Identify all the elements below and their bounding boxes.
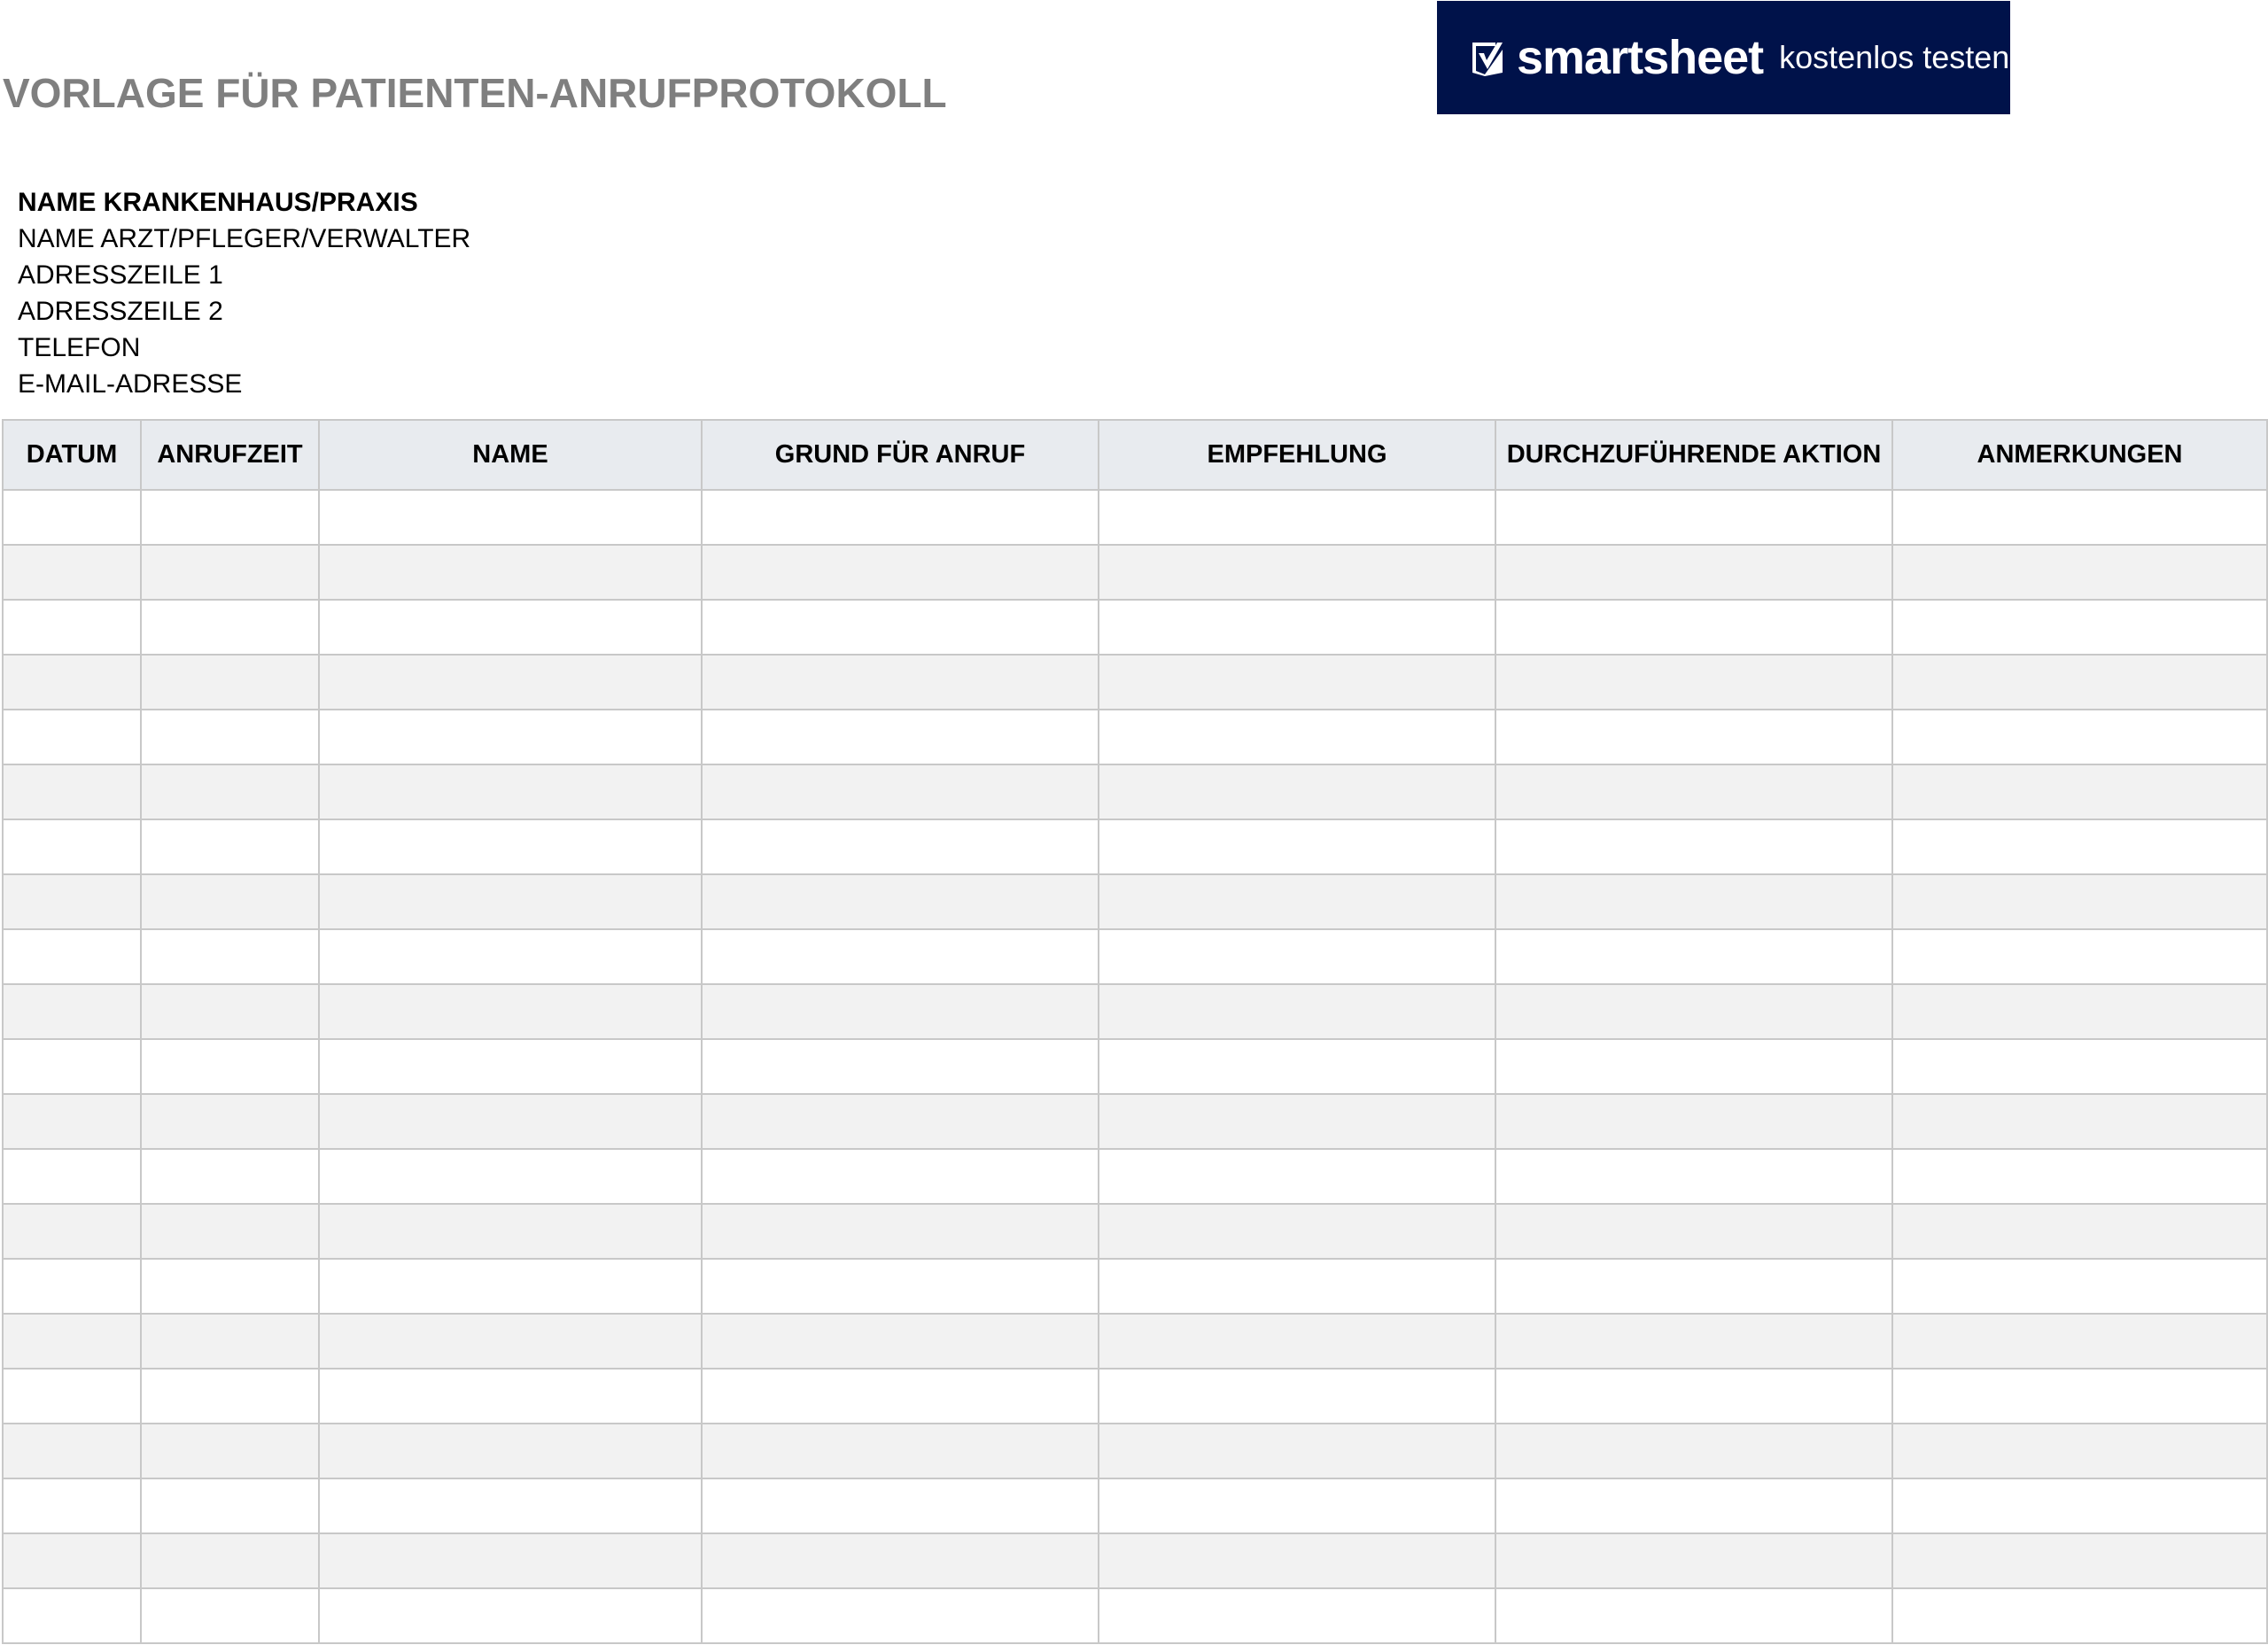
date-cell[interactable] [3, 984, 141, 1039]
staff-name: NAME ARZT/PFLEGER/VERWALTER [18, 224, 471, 253]
name-cell[interactable] [319, 984, 702, 1039]
organization-info [18, 184, 470, 402]
call-time-cell[interactable] [141, 1369, 319, 1424]
date-cell[interactable] [3, 655, 141, 710]
recommendation-cell[interactable] [1099, 1149, 1495, 1204]
recommendation-cell[interactable] [1099, 1588, 1495, 1643]
call-time-cell[interactable] [141, 1424, 319, 1478]
notes-cell[interactable] [1892, 710, 2267, 764]
call-time-cell[interactable] [141, 1259, 319, 1314]
call-time-cell[interactable] [141, 1204, 319, 1259]
action-cell[interactable] [1495, 1039, 1892, 1094]
call-time-cell[interactable] [141, 600, 319, 655]
call-time-cell[interactable] [141, 1094, 319, 1149]
reason-cell[interactable] [702, 490, 1099, 545]
reason-cell[interactable] [702, 874, 1099, 929]
action-cell[interactable] [1495, 1478, 1892, 1533]
date-cell[interactable] [3, 1149, 141, 1204]
name-cell[interactable] [319, 1094, 702, 1149]
name-cell[interactable] [319, 1259, 702, 1314]
recommendation-cell[interactable] [1099, 984, 1495, 1039]
table-row [3, 1424, 2267, 1478]
notes-cell[interactable] [1892, 764, 2267, 819]
recommendation-cell[interactable] [1099, 764, 1495, 819]
column-header-date: DATUM [3, 420, 141, 490]
name-cell[interactable] [319, 1588, 702, 1643]
call-time-cell[interactable] [141, 874, 319, 929]
action-cell[interactable] [1495, 984, 1892, 1039]
recommendation-cell[interactable] [1099, 600, 1495, 655]
notes-cell[interactable] [1892, 1259, 2267, 1314]
reason-cell[interactable] [702, 1424, 1099, 1478]
recommendation-cell[interactable] [1099, 819, 1495, 874]
call-log-table [2, 419, 2268, 1644]
table-row [3, 929, 2267, 984]
action-cell[interactable] [1495, 1369, 1892, 1424]
notes-cell[interactable] [1892, 984, 2267, 1039]
phone: TELEFON [18, 333, 141, 362]
call-time-cell[interactable] [141, 1478, 319, 1533]
name-cell[interactable] [319, 929, 702, 984]
column-header-notes: ANMERKUNGEN [1892, 420, 2267, 490]
action-cell[interactable] [1495, 874, 1892, 929]
call-time-cell[interactable] [141, 1149, 319, 1204]
notes-cell[interactable] [1892, 1094, 2267, 1149]
call-time-cell[interactable] [141, 819, 319, 874]
action-cell[interactable] [1495, 1533, 1892, 1588]
page-title: VORLAGE FÜR PATIENTEN-ANRUFPROTOKOLL [3, 70, 947, 116]
reason-cell[interactable] [702, 764, 1099, 819]
column-header-name: NAME [319, 420, 702, 490]
address-line-2: ADRESSZEILE 2 [18, 297, 223, 326]
table-row [3, 1149, 2267, 1204]
name-cell[interactable] [319, 600, 702, 655]
date-cell[interactable] [3, 1204, 141, 1259]
action-cell[interactable] [1495, 545, 1892, 600]
date-cell[interactable] [3, 545, 141, 600]
action-cell[interactable] [1495, 490, 1892, 545]
column-header-action: DURCHZUFÜHRENDE AKTION [1495, 420, 1892, 490]
action-cell[interactable] [1495, 600, 1892, 655]
reason-cell[interactable] [702, 545, 1099, 600]
table-row [3, 1369, 2267, 1424]
table-row [3, 710, 2267, 764]
table-row [3, 1204, 2267, 1259]
reason-cell[interactable] [702, 819, 1099, 874]
date-cell[interactable] [3, 490, 141, 545]
reason-cell[interactable] [702, 1149, 1099, 1204]
column-header-recommendation: EMPFEHLUNG [1099, 420, 1495, 490]
recommendation-cell[interactable] [1099, 710, 1495, 764]
notes-cell[interactable] [1892, 929, 2267, 984]
table-row [3, 1259, 2267, 1314]
notes-cell[interactable] [1892, 1533, 2267, 1588]
date-cell[interactable] [3, 600, 141, 655]
recommendation-cell[interactable] [1099, 545, 1495, 600]
table-header-row [3, 420, 2267, 490]
recommendation-cell[interactable] [1099, 1533, 1495, 1588]
reason-cell[interactable] [702, 1204, 1099, 1259]
table-row [3, 764, 2267, 819]
call-time-cell[interactable] [141, 710, 319, 764]
notes-cell[interactable] [1892, 1149, 2267, 1204]
date-cell[interactable] [3, 1094, 141, 1149]
table-body [3, 490, 2267, 1643]
date-cell[interactable] [3, 1369, 141, 1424]
call-time-cell[interactable] [141, 929, 319, 984]
action-cell[interactable] [1495, 710, 1892, 764]
notes-cell[interactable] [1892, 1039, 2267, 1094]
action-cell[interactable] [1495, 1149, 1892, 1204]
recommendation-cell[interactable] [1099, 929, 1495, 984]
reason-cell[interactable] [702, 929, 1099, 984]
call-time-cell[interactable] [141, 1588, 319, 1643]
name-cell[interactable] [319, 764, 702, 819]
reason-cell[interactable] [702, 1259, 1099, 1314]
call-time-cell[interactable] [141, 490, 319, 545]
address-line-1: ADRESSZEILE 1 [18, 260, 223, 290]
table-row [3, 1588, 2267, 1643]
notes-cell[interactable] [1892, 655, 2267, 710]
call-time-cell[interactable] [141, 984, 319, 1039]
table-row [3, 655, 2267, 710]
reason-cell[interactable] [702, 710, 1099, 764]
name-cell[interactable] [319, 1424, 702, 1478]
notes-cell[interactable] [1892, 1424, 2267, 1478]
banner-cta: kostenlos testen [1779, 39, 2010, 75]
table-row [3, 819, 2267, 874]
name-cell[interactable] [319, 819, 702, 874]
date-cell[interactable] [3, 710, 141, 764]
action-cell[interactable] [1495, 1314, 1892, 1369]
date-cell[interactable] [3, 1478, 141, 1533]
action-cell[interactable] [1495, 929, 1892, 984]
notes-cell[interactable] [1892, 600, 2267, 655]
notes-cell[interactable] [1892, 1314, 2267, 1369]
table-row [3, 1533, 2267, 1588]
table-row [3, 874, 2267, 929]
notes-cell[interactable] [1892, 1588, 2267, 1643]
reason-cell[interactable] [702, 1533, 1099, 1588]
reason-cell[interactable] [702, 1094, 1099, 1149]
action-cell[interactable] [1495, 1204, 1892, 1259]
reason-cell[interactable] [702, 1369, 1099, 1424]
recommendation-cell[interactable] [1099, 1424, 1495, 1478]
call-time-cell[interactable] [141, 1314, 319, 1369]
reason-cell[interactable] [702, 1314, 1099, 1369]
recommendation-cell[interactable] [1099, 874, 1495, 929]
hospital-practice-name: NAME KRANKENHAUS/PRAXIS [18, 188, 418, 217]
name-cell[interactable] [319, 655, 702, 710]
notes-cell[interactable] [1892, 1204, 2267, 1259]
call-time-cell[interactable] [141, 1533, 319, 1588]
column-header-reason: GRUND FÜR ANRUF [702, 420, 1099, 490]
table-row [3, 1314, 2267, 1369]
date-cell[interactable] [3, 874, 141, 929]
table-row [3, 490, 2267, 545]
date-cell[interactable] [3, 819, 141, 874]
action-cell[interactable] [1495, 819, 1892, 874]
recommendation-cell[interactable] [1099, 1478, 1495, 1533]
email: E-MAIL-ADRESSE [18, 369, 243, 399]
name-cell[interactable] [319, 490, 702, 545]
recommendation-cell[interactable] [1099, 1039, 1495, 1094]
name-cell[interactable] [319, 545, 702, 600]
date-cell[interactable] [3, 929, 141, 984]
name-cell[interactable] [319, 1204, 702, 1259]
table-row [3, 1478, 2267, 1533]
call-time-cell[interactable] [141, 764, 319, 819]
reason-cell[interactable] [702, 984, 1099, 1039]
banner-brand: smartsheet [1517, 31, 1764, 84]
recommendation-cell[interactable] [1099, 1204, 1495, 1259]
notes-cell[interactable] [1892, 490, 2267, 545]
name-cell[interactable] [319, 710, 702, 764]
recommendation-cell[interactable] [1099, 1369, 1495, 1424]
recommendation-cell[interactable] [1099, 1314, 1495, 1369]
table-row [3, 1094, 2267, 1149]
notes-cell[interactable] [1892, 1369, 2267, 1424]
table-row [3, 1039, 2267, 1094]
call-time-cell[interactable] [141, 1039, 319, 1094]
name-cell[interactable] [319, 1149, 702, 1204]
date-cell[interactable] [3, 1533, 141, 1588]
name-cell[interactable] [319, 1478, 702, 1533]
notes-cell[interactable] [1892, 545, 2267, 600]
notes-cell[interactable] [1892, 1478, 2267, 1533]
recommendation-cell[interactable] [1099, 655, 1495, 710]
date-cell[interactable] [3, 764, 141, 819]
action-cell[interactable] [1495, 764, 1892, 819]
date-cell[interactable] [3, 1588, 141, 1643]
reason-cell[interactable] [702, 1478, 1099, 1533]
action-cell[interactable] [1495, 1259, 1892, 1314]
name-cell[interactable] [319, 1533, 702, 1588]
reason-cell[interactable] [702, 655, 1099, 710]
date-cell[interactable] [3, 1424, 141, 1478]
table-row [3, 545, 2267, 600]
column-header-call-time: ANRUFZEIT [141, 420, 319, 490]
date-cell[interactable] [3, 1259, 141, 1314]
reason-cell[interactable] [702, 1039, 1099, 1094]
notes-cell[interactable] [1892, 819, 2267, 874]
name-cell[interactable] [319, 1314, 702, 1369]
action-cell[interactable] [1495, 1094, 1892, 1149]
table-row [3, 600, 2267, 655]
notes-cell[interactable] [1892, 874, 2267, 929]
recommendation-cell[interactable] [1099, 1259, 1495, 1314]
date-cell[interactable] [3, 1039, 141, 1094]
name-cell[interactable] [319, 1369, 702, 1424]
action-cell[interactable] [1495, 1588, 1892, 1643]
call-time-cell[interactable] [141, 545, 319, 600]
name-cell[interactable] [319, 874, 702, 929]
action-cell[interactable] [1495, 655, 1892, 710]
reason-cell[interactable] [702, 1588, 1099, 1643]
smartsheet-check-icon [1471, 39, 1504, 76]
date-cell[interactable] [3, 1314, 141, 1369]
smartsheet-banner[interactable] [1437, 1, 2010, 114]
name-cell[interactable] [319, 1039, 702, 1094]
action-cell[interactable] [1495, 1424, 1892, 1478]
table-row [3, 984, 2267, 1039]
recommendation-cell[interactable] [1099, 1094, 1495, 1149]
recommendation-cell[interactable] [1099, 490, 1495, 545]
reason-cell[interactable] [702, 600, 1099, 655]
call-time-cell[interactable] [141, 655, 319, 710]
